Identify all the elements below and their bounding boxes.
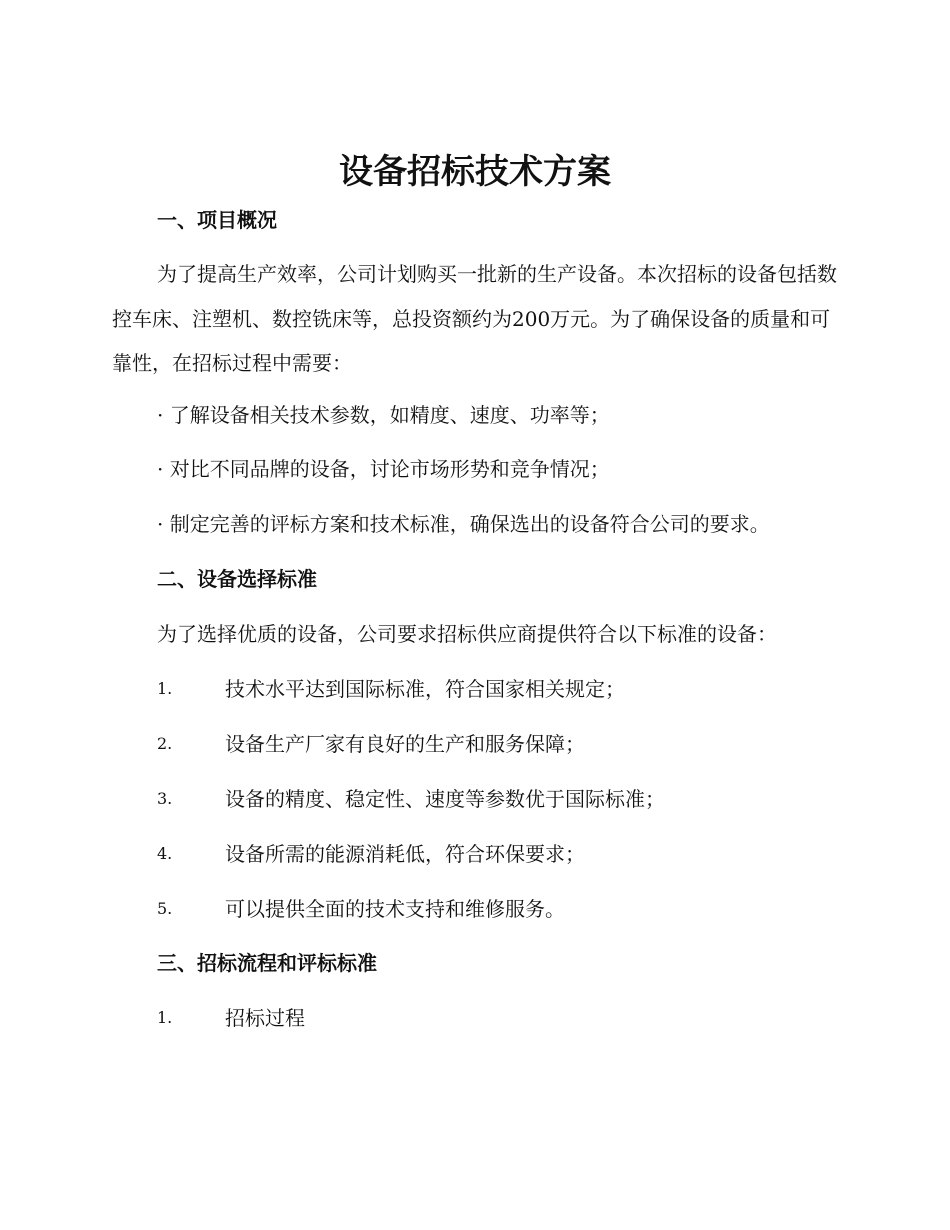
bullet-item-3: · 制定完善的评标方案和技术标准，确保选出的设备符合公司的要求。 [157,512,770,536]
list-item-text: 技术水平达到国际标准，符合国家相关规定； [225,677,625,701]
list-item-number: 1. [157,1008,173,1027]
list-item-text: 可以提供全面的技术支持和维修服务。 [225,897,565,921]
bullet-item-2: · 对比不同品牌的设备，讨论市场形势和竞争情况； [157,457,610,481]
list-item-text: 设备生产厂家有良好的生产和服务保障； [225,732,585,756]
bullet-item-1: · 了解设备相关技术参数，如精度、速度、功率等； [157,403,610,427]
list-item-text: 设备的精度、稳定性、速度等参数优于国际标准； [225,787,665,811]
list-item-text: 设备所需的能源消耗低，符合环保要求； [225,842,585,866]
list-item-number: 1. [157,679,173,698]
list-item-number: 2. [157,734,173,753]
section-2-intro: 为了选择优质的设备，公司要求招标供应商提供符合以下标准的设备： [157,622,777,646]
section-1-heading: 一、项目概况 [157,208,277,232]
document-title: 设备招标技术方案 [339,152,611,192]
list-item-number: 5. [157,899,173,918]
section-2-heading: 二、设备选择标准 [157,567,317,591]
list-item-number: 4. [157,844,173,863]
list-item-number: 3. [157,789,173,808]
list-item-text: 招标过程 [225,1006,305,1030]
section-3-heading: 三、招标流程和评标标准 [157,951,377,975]
section-1-paragraph: 为了提高生产效率，公司计划购买一批新的生产设备。本次招标的设备包括数控车床、注塑机、数控铣床等，总投资额约为200万元。为了确保设备的质量和可靠性，在招标过程中需要： [112,262,837,375]
